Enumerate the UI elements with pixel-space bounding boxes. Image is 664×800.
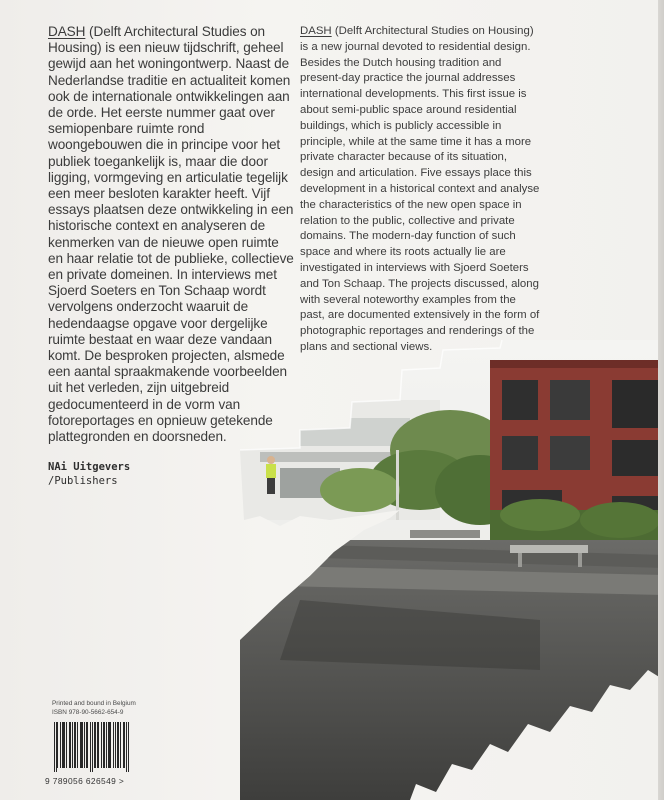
barcode-bar xyxy=(95,722,96,768)
barcode-bar xyxy=(113,722,114,768)
english-description xyxy=(300,24,540,356)
imprint-block xyxy=(52,699,136,717)
barcode-bar xyxy=(60,722,61,768)
barcode-bar xyxy=(115,722,116,768)
barcode-bar xyxy=(82,722,83,768)
barcode-bar xyxy=(80,722,81,768)
barcode-bar xyxy=(120,722,121,768)
barcode-bar xyxy=(98,722,99,768)
dutch-body-text: (Delft Architectural Studies on Housing) is een nieuw tijdschrift, geheel gewijd aan het woningontwerp. Naast de Nederlandse traditie en actualiteit komen ook de internationale ontwikkelingen aan de orde. Het eerste nummer gaat over semiopenbare ruimte rond woongebouwen die in principe voor het publiek toegankelijk is, maar die door ligging, vormgeving en articulatie tegelijk een meer besloten karakter heeft. Vijf essays plaatsen deze ontwikkeling in een historische context en analyseren de kenmerken van de nieuwe open ruimte en haar relatie tot de publieke, collectieve en private domeinen. In interviews met Sjoerd Soeters en Ton Schaap wordt vervolgens onderzocht waaruit de hedendaagse opgave voor dergelijke ruimte bestaat en waar deze vandaan komt. De besproken projecten, alsmede een aantal spraakmakende voorbeelden uit het verleden, zijn uitgebreid gedocumenteerd in de vorm van fotoreportages en opnieuw getekende plattegronden en doorsneden. xyxy=(48,24,294,445)
barcode-bar xyxy=(64,722,65,768)
barcode-bar xyxy=(86,722,87,768)
publisher-name: NAi Uitgevers xyxy=(48,461,131,473)
barcode-bar xyxy=(97,722,98,768)
barcode-bar xyxy=(124,722,125,768)
barcode-bar xyxy=(109,722,110,768)
barcode-bar xyxy=(117,722,118,768)
barcode-bar xyxy=(118,722,119,768)
english-journal-title: DASH xyxy=(300,25,332,37)
barcode-bar xyxy=(72,722,73,768)
barcode-bar xyxy=(92,722,93,772)
printed-in-belgium: Printed and bound in Belgium xyxy=(52,700,136,707)
barcode-bar xyxy=(54,722,55,772)
barcode-bar xyxy=(70,722,71,768)
barcode-bar xyxy=(103,722,104,768)
barcode-bar xyxy=(90,722,91,772)
barcode-bar xyxy=(126,722,127,772)
barcode-bar xyxy=(77,722,78,768)
barcode-bar xyxy=(56,722,57,772)
publisher-block xyxy=(48,460,130,488)
barcode-bar xyxy=(101,722,102,768)
barcode-bar xyxy=(128,722,129,772)
barcode-bar xyxy=(110,722,111,768)
barcode-bar xyxy=(81,722,82,768)
barcode-bar xyxy=(108,722,109,768)
isbn-text: ISBN 978-90-5662-654-9 xyxy=(52,709,124,716)
cover-edge xyxy=(658,0,664,800)
barcode-bar xyxy=(75,722,76,768)
barcode-bar xyxy=(63,722,64,768)
barcode-bar xyxy=(66,722,67,768)
dutch-journal-title: DASH xyxy=(48,24,86,39)
barcode-bar xyxy=(74,722,75,768)
barcode-bar xyxy=(69,722,70,768)
publisher-subtitle: /Publishers xyxy=(48,475,118,487)
barcode-number: 9 789056 626549 > xyxy=(45,776,125,786)
barcode-bar xyxy=(106,722,107,768)
barcode-bar xyxy=(87,722,88,768)
isbn-barcode xyxy=(52,722,132,774)
english-body-text: (Delft Architectural Studies on Housing) is a new journal devoted to residential design. Besides the Dutch housing tradition and present-day practice the journal addresses international developments. This first issue is about semi-public space around residential buildings, which is publicly accessible in principle, while at the same time it has a more private character because of its situation, design and articulation. Five essays place this development in a historical context and analyse the characteristics of the new open space in relation to the public, collective and private domains. The modern-day function of such space and where its roots actually lie are investigated in interviews with Sjoerd Soeters and Ton Schaap. The projects discussed, along with several noteworthy examples from the past, are documented extensively in the form of photographic reportages and renderings of the plans and sectional views. xyxy=(300,25,540,353)
barcode-bar xyxy=(123,722,124,768)
barcode-bar xyxy=(84,722,85,768)
barcode-bar xyxy=(57,722,58,768)
barcode-bar xyxy=(94,722,95,768)
housing-photo-collage xyxy=(240,340,664,800)
barcode-bar xyxy=(62,722,63,768)
barcode-bar xyxy=(104,722,105,768)
